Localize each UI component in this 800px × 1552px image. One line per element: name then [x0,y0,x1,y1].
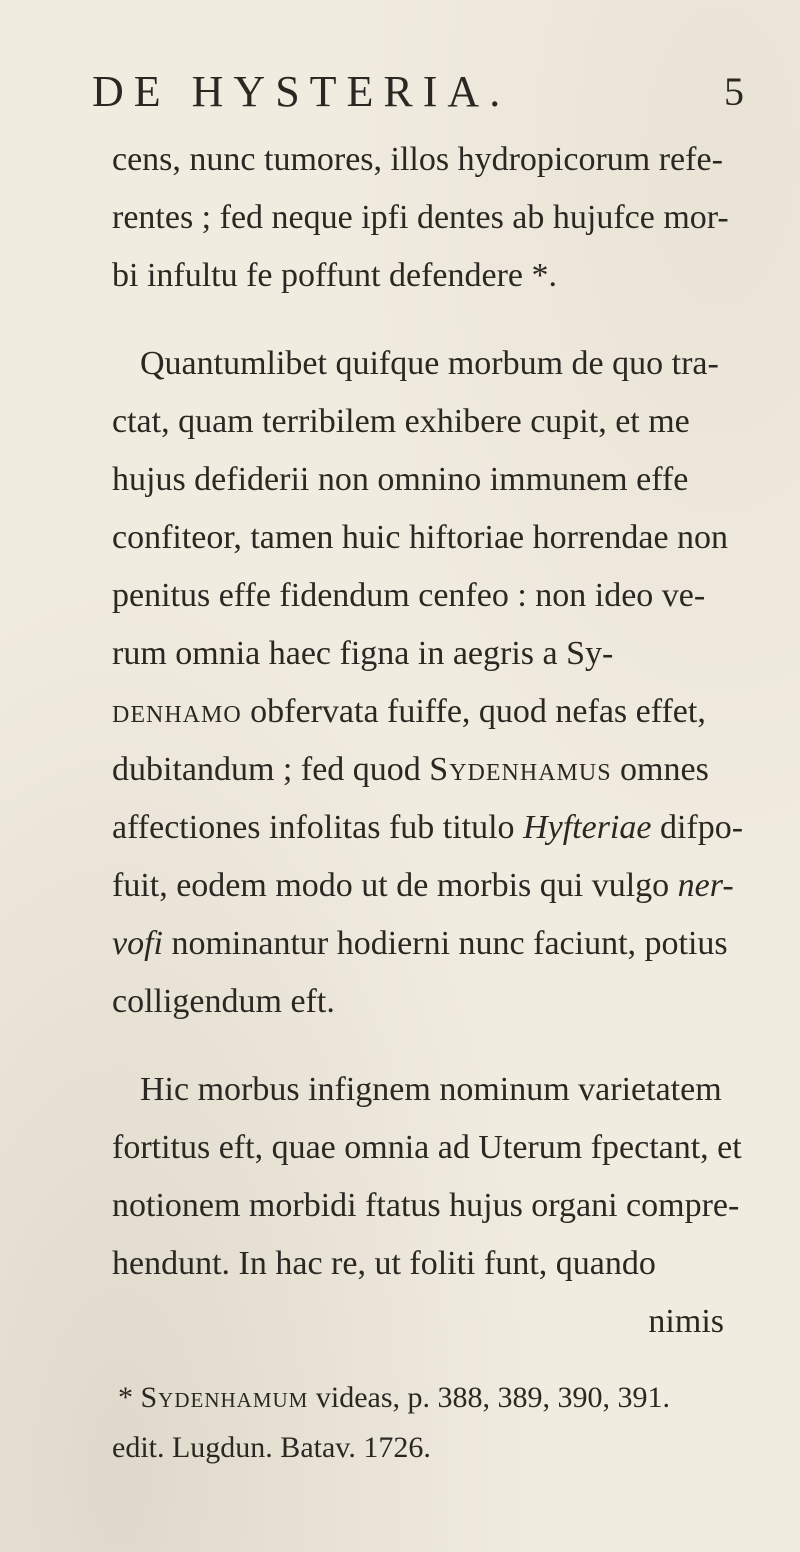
text-line-2: rentes ; fed neque ipfi dentes ab hujufce mor- [112,199,729,236]
footnote-marker: * [118,1381,141,1414]
name-smallcaps: Sydenhamus [429,751,612,788]
text-line-16: Hic morbus infignem nominum varietatem [140,1071,722,1108]
text-line-15: colligendum eft. [112,983,335,1020]
footnote-line-1 [118,1378,748,1418]
text-line-3: bi infultu fe poffunt defendere *. [112,257,558,294]
text-line-19: hendunt. In hac re, ut foliti funt, quando [112,1245,656,1282]
running-title: DE HYSTERIA. [92,67,511,116]
footnote-line-2: edit. Lugdun. Batav. 1726. [112,1431,431,1464]
text-line-4: Quantumlibet quifque morbum de quo tra- [140,345,719,382]
text-line-7: confiteor, tamen huic hiftoriae horrendae non [112,519,729,556]
text-line-12 [112,806,744,850]
text-line-6: hujus defiderii non omnino immunem effe [112,461,689,498]
footnote-text: videas, p. 388, 389, 390, 391. [308,1381,670,1414]
line-text: omnes [611,751,709,788]
line-text: dubitandum ; fed quod [112,751,430,788]
line-text: difpo- [651,809,744,846]
text-line-1: cens, nunc tumores, illos hydropicorum refe- [112,141,723,178]
text-line-18: notionem morbidi ftatus hujus organi compre- [112,1187,740,1224]
italic-term: Hyfteriae [523,809,652,846]
name-smallcaps: denhamo [112,693,242,730]
italic-term: vofi [112,925,163,962]
italic-term: ner- [677,867,734,904]
text-line-17: fortitus eft, quae omnia ad Uterum fpectant, et [112,1129,742,1166]
catchword: nimis [648,1303,724,1340]
page-number: 5 [724,69,744,114]
line-text: obfervata fuiffe, quod nefas effet, [241,693,706,730]
text-line-11 [112,748,722,792]
text-line-8: penitus effe fidendum cenfeo : non ideo ve- [112,577,706,614]
name-smallcaps: Sydenhamum [140,1381,309,1414]
text-line-5: ctat, quam terribilem exhibere cupit, et me [112,403,690,440]
text-line-10 [112,690,722,734]
text-line-9: rum omnia haec figna in aegris a Sy- [112,635,614,672]
line-text: affectiones infolitas fub titulo [112,809,524,846]
text-line-14 [112,922,728,966]
text-line-13 [112,864,734,908]
line-text: nominantur hodierni nunc faciunt, potius [162,925,728,962]
line-text: fuit, eodem modo ut de morbis qui vulgo [112,867,678,904]
